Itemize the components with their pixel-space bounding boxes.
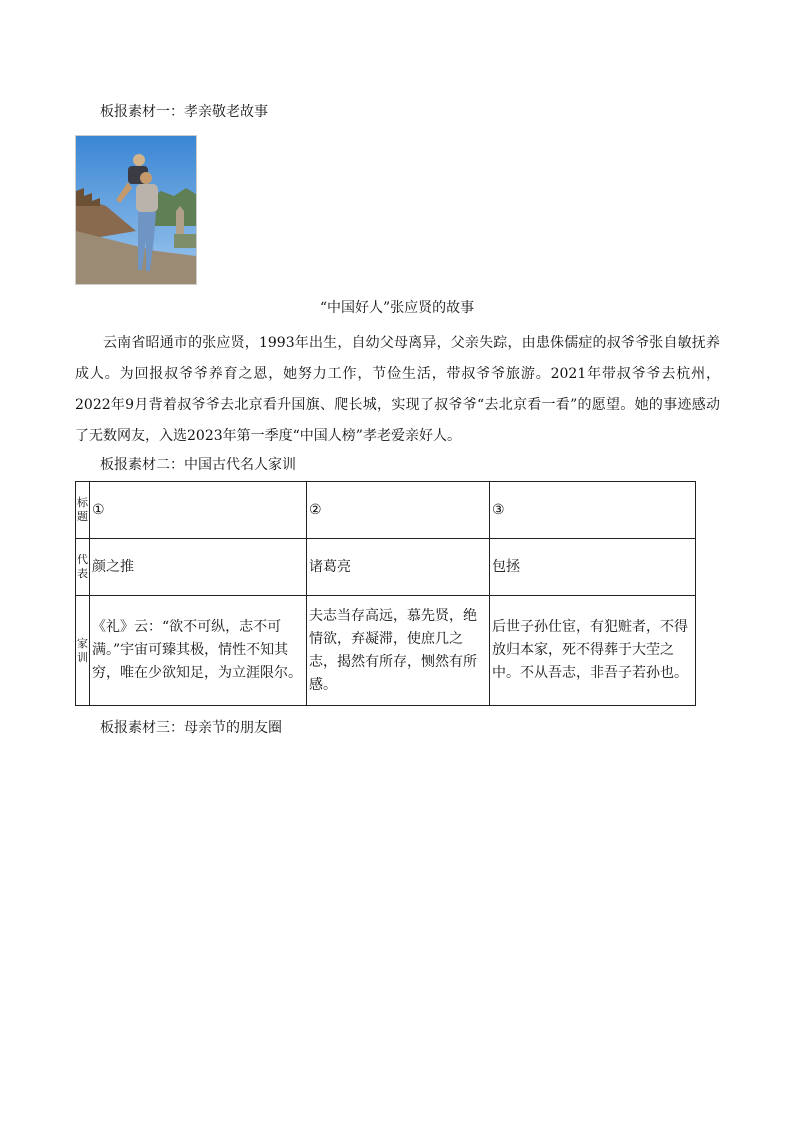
photo [75,135,197,285]
table-cell: ③ [490,482,696,539]
material-2-heading: 板报素材二：中国古代名人家训 [100,457,296,473]
table-cell: ② [307,482,490,539]
material-1-heading: 板报素材一：孝亲敬老故事 [100,104,268,120]
table-row [76,482,696,539]
table-row [76,539,696,596]
table-cell: 夫志当存高远，慕先贤，绝情欲，弃凝滞，使庶几之志，揭然有所存，恻然有所感。 [307,596,490,706]
table-cell: 后世子孙仕宦，有犯赃者，不得放归本家，死不得葬于大茔之中。不从吾志，非吾子若孙也。 [490,596,696,706]
row-header: 标题 [76,482,90,539]
story-paragraph: 云南省昭通市的张应贤，1993年出生，自幼父母离异，父亲失踪，由患侏儒症的叔爷爷张自敏抚养成人。为回报叔爷爷养育之恩，她努力工作，节俭生活，带叔爷爷旅游。2021年带叔爷爷去杭州，2022年9月背着叔爷爷去北京看升国旗、爬长城，实现了叔爷爷“去北京看一看”的愿望。她的事迹感动了无数网友，入选2023年第一季度“中国人榜”孝老爱亲好人。 [75,335,720,444]
table-cell: 诸葛亮 [307,539,490,596]
table-cell: 包拯 [490,539,696,596]
table-cell: 《礼》云：“欲不可纵，志不可满。”宇宙可臻其极，情性不知其穷，唯在少欲知足，为立涯限尔。 [90,596,307,706]
great-wall-photo-icon [76,136,196,284]
table-cell: ① [90,482,307,539]
family-teaching-table [75,481,696,706]
table-row [76,596,696,706]
table-cell: 颜之推 [90,539,307,596]
row-header: 家训 [76,596,90,706]
story-caption: “中国好人”张应贤的故事 [319,300,475,316]
material-3-heading: 板报素材三：母亲节的朋友圈 [100,720,282,736]
row-header: 代表 [76,539,90,596]
